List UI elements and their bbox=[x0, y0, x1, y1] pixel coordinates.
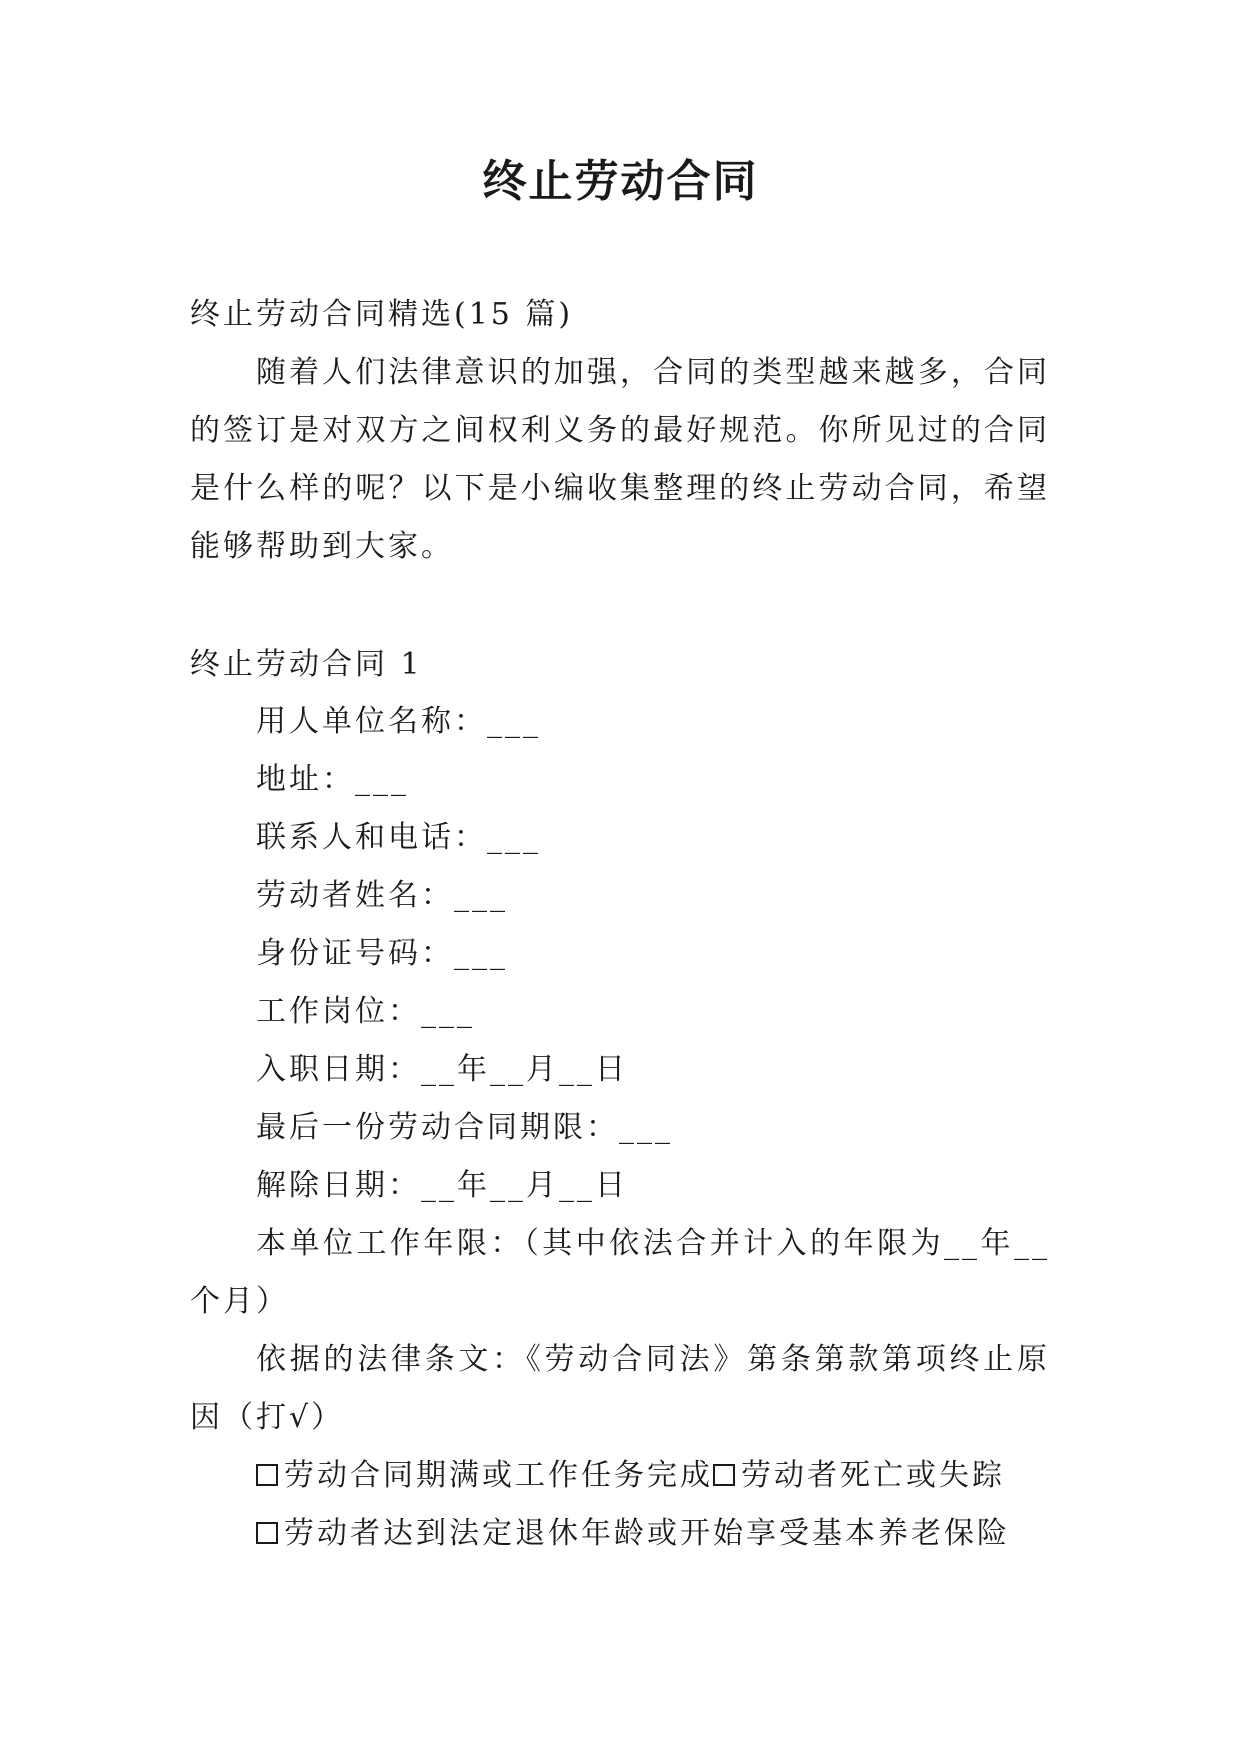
option-line-1 bbox=[256, 1447, 1050, 1505]
intro-paragraph: 随着人们法律意识的加强，合同的类型越来越多，合同的签订是对双方之间权利义务的最好规范。你所见过的合同是什么样的呢？以下是小编收集整理的终止劳动合同，希望能够帮助到大家。 bbox=[190, 355, 1050, 564]
contract-fields bbox=[190, 693, 1050, 1563]
option-label-worker-deceased: 劳动者死亡或失踪 bbox=[741, 1458, 1005, 1493]
checkbox-retirement[interactable] bbox=[256, 1522, 278, 1544]
field-position: 工作岗位：___ bbox=[256, 994, 475, 1029]
option-label-retirement: 劳动者达到法定退休年龄或开始享受基本养老保险 bbox=[284, 1516, 1010, 1551]
field-contract-term: 最后一份劳动合同期限：___ bbox=[256, 1110, 673, 1145]
document-subtitle: 终止劳动合同精选(15 篇) bbox=[190, 297, 574, 332]
field-termination-date: 解除日期：__年__月__日 bbox=[256, 1168, 628, 1203]
legal-basis-paragraph: 依据的法律条文：《劳动合同法》第条第款第项终止原因（打√） bbox=[190, 1342, 1050, 1435]
field-address: 地址：___ bbox=[256, 762, 409, 797]
field-entry-date: 入职日期：__年__月__日 bbox=[256, 1052, 628, 1087]
work-years-paragraph: 本单位工作年限：（其中依法合并计入的年限为__年__个月） bbox=[190, 1226, 1050, 1319]
section-heading: 终止劳动合同 1 bbox=[190, 647, 423, 682]
field-employer-name: 用人单位名称：___ bbox=[256, 704, 541, 739]
checkbox-worker-deceased[interactable] bbox=[713, 1464, 735, 1486]
termination-reason-options bbox=[190, 1447, 1050, 1563]
option-label-contract-expired: 劳动合同期满或工作任务完成 bbox=[284, 1458, 713, 1493]
field-contact: 联系人和电话：___ bbox=[256, 820, 541, 855]
document-title: 终止劳动合同 bbox=[482, 156, 759, 207]
option-line-2 bbox=[256, 1505, 1050, 1563]
field-id-number: 身份证号码：___ bbox=[256, 936, 508, 971]
field-worker-name: 劳动者姓名：___ bbox=[256, 878, 508, 913]
checkbox-contract-expired[interactable] bbox=[256, 1464, 278, 1486]
